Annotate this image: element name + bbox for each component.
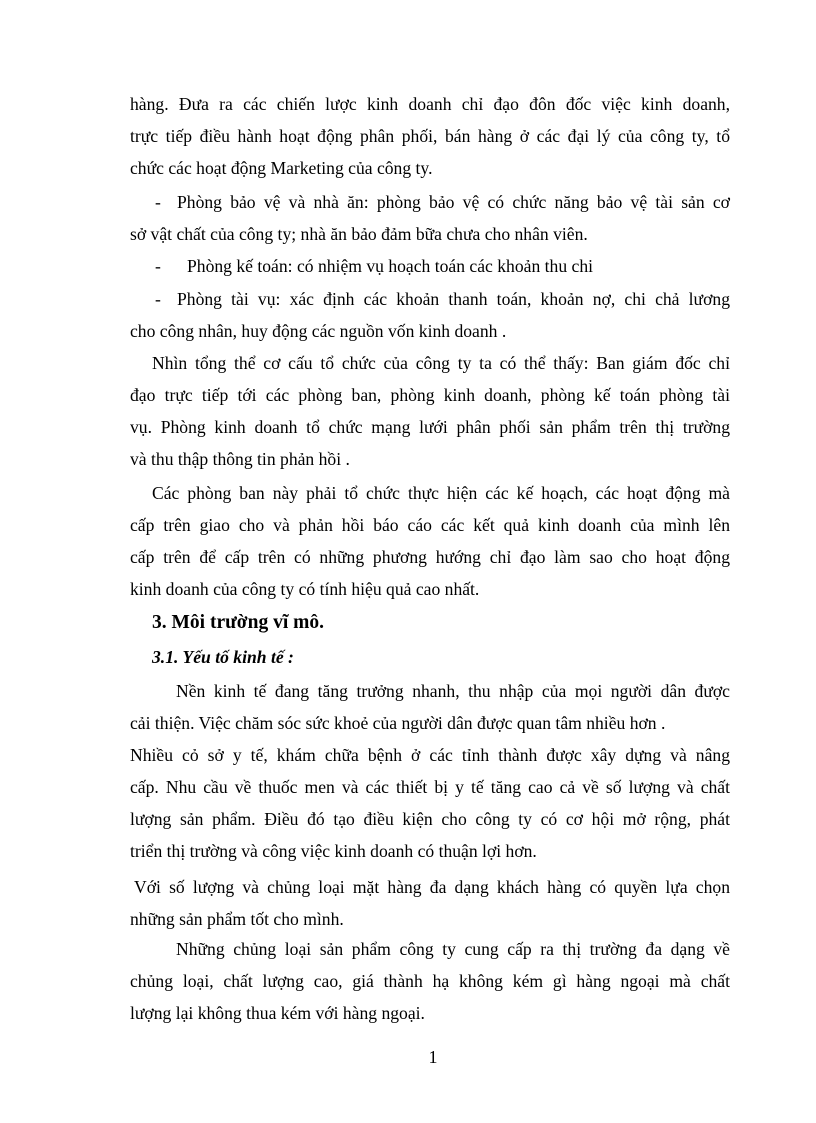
paragraph-line: cấp. Nhu cầu về thuốc men và các thiết bị y tế tăng cao cả về số lượng và chất [130, 777, 730, 797]
paragraph-line: Các phòng ban này phải tổ chức thực hiện các kế hoạch, các hoạt động mà [152, 483, 730, 503]
paragraph-line: những sản phẩm tốt cho mình. [130, 909, 344, 929]
paragraph-line: lượng sản phẩm. Điều đó tạo điều kiện cho công ty có cơ hội mở rộng, phát [130, 809, 730, 829]
page-number: 1 [428, 1047, 438, 1067]
list-item-1 [155, 186, 730, 218]
paragraph-line: cấp trên để cấp trên có những phương hướng chỉ đạo làm sao cho hoạt động [130, 547, 730, 567]
paragraph-line: hàng. Đưa ra các chiến lược kinh doanh chỉ đạo đôn đốc việc kinh doanh, [130, 94, 730, 114]
paragraph-line: Với số lượng và chủng loại mặt hàng đa dạng khách hàng có quyền lựa chọn [134, 877, 730, 897]
section-heading: 3. Môi trường vĩ mô. [152, 612, 324, 633]
paragraph-line: lượng lại không thua kém với hàng ngoại. [130, 1003, 425, 1023]
paragraph-line: đạo trực tiếp tới các phòng ban, phòng kinh doanh, phòng kế toán phòng tài [130, 385, 730, 405]
list-item-text: Phòng tài vụ: xác định các khoản thanh toán, khoản nợ, chi chả lương [177, 289, 730, 309]
subsection-heading: 3.1. Yếu tố kinh tế : [152, 647, 294, 667]
paragraph-line: chủng loại, chất lượng cao, giá thành hạ không kém gì hàng ngoại mà chất [130, 971, 730, 991]
list-marker: - [155, 192, 161, 212]
paragraph-line: kinh doanh của công ty có tính hiệu quả cao nhất. [130, 579, 480, 599]
list-marker: - [155, 256, 161, 276]
paragraph-line: cấp trên giao cho và phản hồi báo cáo các kết quả kinh doanh của mình lên [130, 515, 730, 535]
paragraph-line: vụ. Phòng kinh doanh tổ chức mạng lưới phân phối sản phẩm trên thị trường [130, 417, 730, 437]
paragraph-line: chức các hoạt động Marketing của công ty. [130, 158, 433, 178]
paragraph-line: Nhiều cỏ sở y tế, khám chữa bệnh ở các tỉnh thành được xây dựng và nâng [130, 745, 730, 765]
paragraph-line: cải thiện. Việc chăm sóc sức khoẻ của người dân được quan tâm nhiều hơn . [130, 713, 666, 733]
paragraph-line: và thu thập thông tin phản hồi . [130, 449, 350, 469]
list-item-text: Phòng kế toán: có nhiệm vụ hoạch toán các khoản thu chi [187, 256, 594, 276]
paragraph-line: Nền kinh tế đang tăng trưởng nhanh, thu nhập của mọi người dân được [176, 681, 730, 701]
paragraph-line: trực tiếp điều hành hoạt động phân phối, bán hàng ở các đại lý của công ty, tổ [130, 126, 730, 146]
list-item-text: Phòng bảo vệ và nhà ăn: phòng bảo vệ có chức năng bảo vệ tài sản cơ [177, 192, 730, 212]
list-item-3 [155, 283, 730, 315]
list-item-continuation: cho công nhân, huy động các nguồn vốn kinh doanh . [130, 321, 507, 341]
list-item-2 [155, 250, 730, 282]
paragraph-line: Những chủng loại sản phẩm công ty cung cấp ra thị trường đa dạng về [176, 939, 730, 959]
list-item-continuation: sở vật chất của công ty; nhà ăn bảo đảm bữa chưa cho nhân viên. [130, 224, 588, 244]
paragraph-line: triển thị trường và công việc kinh doanh có thuận lợi hơn. [130, 841, 537, 861]
paragraph-line: Nhìn tổng thể cơ cấu tổ chức của công ty ta có thể thấy: Ban giám đốc chỉ [152, 353, 730, 373]
list-marker: - [155, 289, 161, 309]
